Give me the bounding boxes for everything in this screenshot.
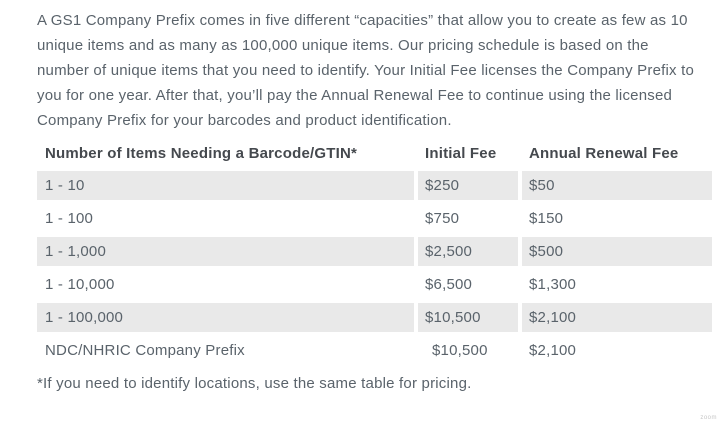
- initial-fee-cell: $750: [425, 210, 460, 227]
- table-row: [37, 204, 712, 233]
- pricing-table: [33, 135, 716, 369]
- annual-renewal-fee-cell: $1,300: [529, 276, 577, 293]
- initial-fee-cell: $6,500: [425, 276, 473, 293]
- table-row: [37, 171, 712, 200]
- pricing-footnote: *If you need to identify locations, use the same table for pricing.: [37, 375, 472, 392]
- pricing-table-header: [37, 139, 712, 167]
- items-cell: NDC/NHRIC Company Prefix: [45, 342, 245, 359]
- items-cell: 1 - 100,000: [37, 303, 414, 332]
- column-header-annual-renewal-fee: Annual Renewal Fee: [529, 144, 679, 162]
- intro-paragraph: A GS1 Company Prefix comes in five different “capacities” that allow you to create as few as 10 unique items and as many as 100,000 unique items. Our pricing schedule is based on the number of unique items that you need to identify. Your Initial Fee licenses the Company Prefix to you for one year. After that, you’ll pay the Annual Renewal Fee to continue using the licensed Company Prefix for your barcodes and product identification.: [37, 12, 694, 129]
- items-cell: 1 - 10: [37, 171, 414, 200]
- table-row: [37, 303, 712, 332]
- initial-fee-cell: $250: [418, 171, 518, 200]
- initial-fee-cell: $2,500: [418, 237, 518, 266]
- annual-renewal-fee-cell: $150: [529, 210, 564, 227]
- annual-renewal-fee-cell: $500: [522, 237, 712, 266]
- header-row: [37, 139, 712, 167]
- table-row: [37, 336, 712, 365]
- initial-fee-cell: $10,500: [432, 342, 488, 359]
- column-header-items: Number of Items Needing a Barcode/GTIN*: [45, 144, 358, 162]
- table-row: [37, 270, 712, 299]
- items-cell: 1 - 10,000: [45, 276, 115, 293]
- pricing-table-body: [37, 171, 712, 365]
- table-row: [37, 237, 712, 266]
- column-header-initial-fee: Initial Fee: [425, 144, 497, 162]
- annual-renewal-fee-cell: $2,100: [522, 303, 712, 332]
- annual-renewal-fee-cell: $2,100: [529, 342, 577, 359]
- items-cell: 1 - 100: [45, 210, 94, 227]
- initial-fee-cell: $10,500: [418, 303, 518, 332]
- corner-watermark: zoom: [700, 415, 717, 421]
- items-cell: 1 - 1,000: [37, 237, 414, 266]
- annual-renewal-fee-cell: $50: [522, 171, 712, 200]
